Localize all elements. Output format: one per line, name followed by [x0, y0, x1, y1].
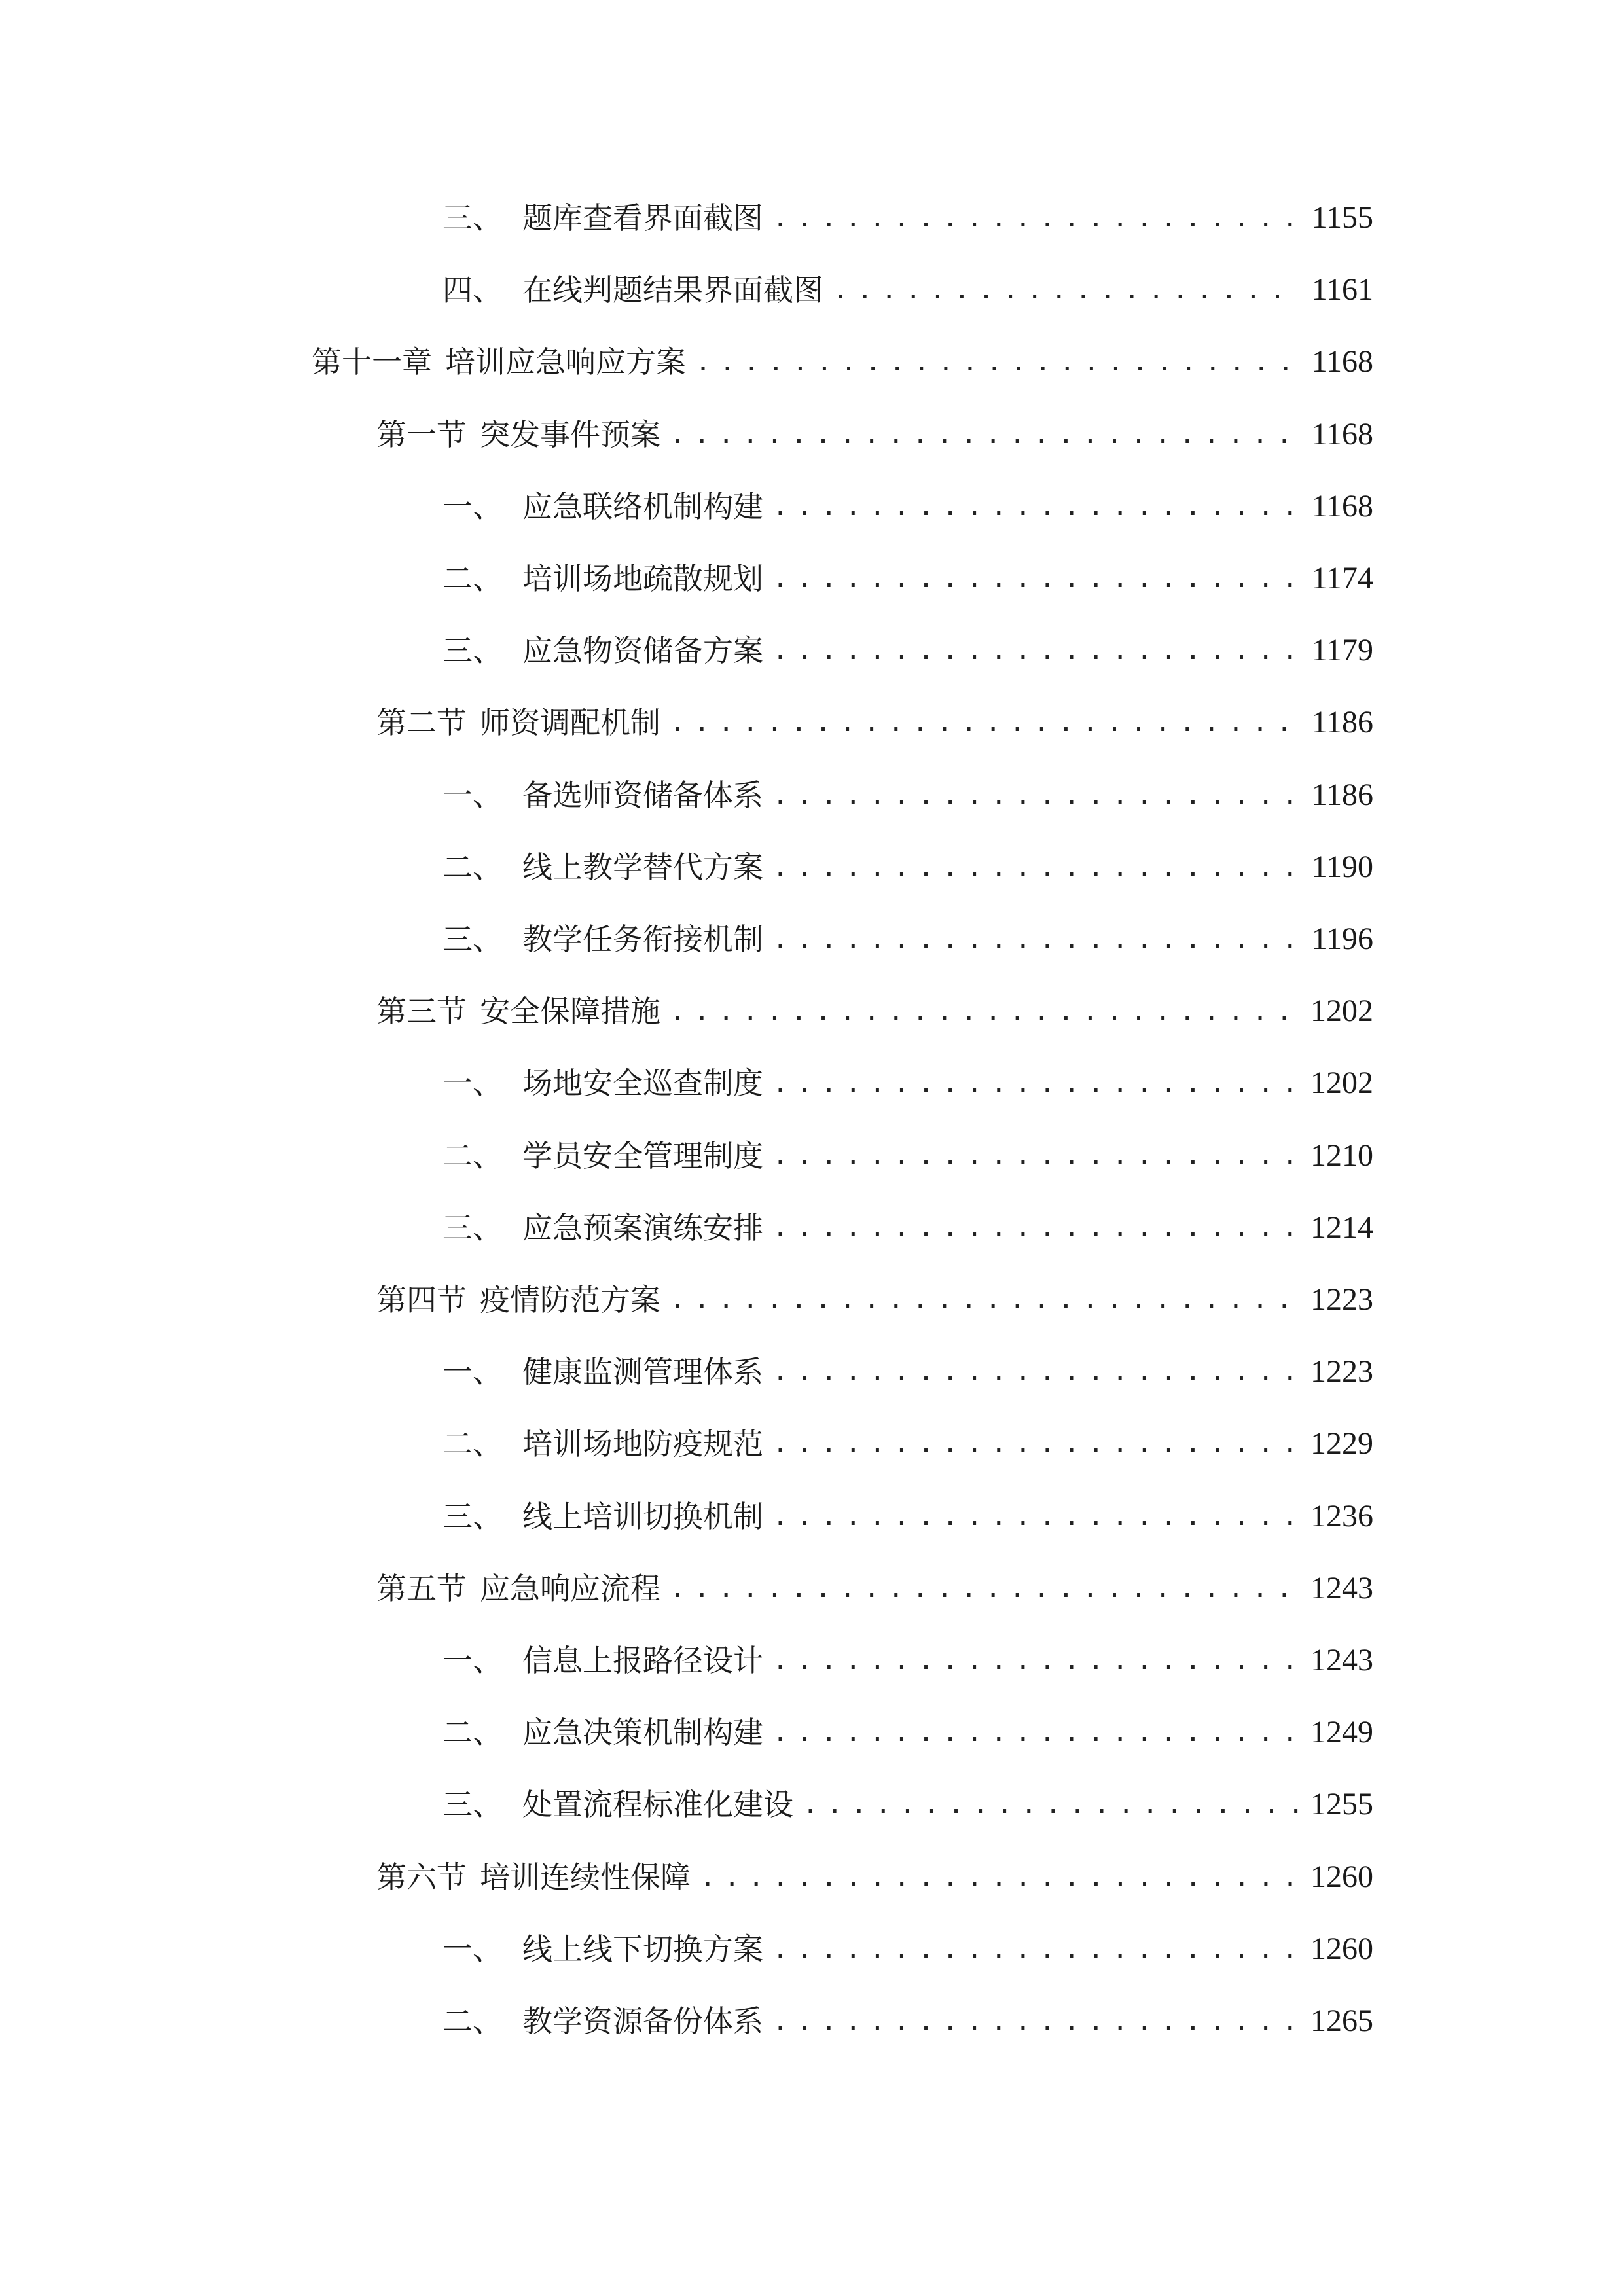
toc-entry[interactable]: [442, 1995, 1373, 2047]
toc-entry[interactable]: [442, 1202, 1373, 1254]
toc-entry-title: 培训场地防疫规范: [522, 1426, 763, 1462]
toc-entry[interactable]: [442, 1057, 1373, 1109]
toc-entry-title: 应急决策机制构建: [522, 1715, 763, 1750]
toc-entry-page-number: 1265: [1310, 2003, 1373, 2038]
toc-entry-number: 三、: [442, 922, 503, 957]
toc-dot-leader: [772, 624, 1300, 677]
toc-entry-page-number: 1190: [1311, 850, 1373, 884]
toc-entry-number: 第四节: [376, 1282, 467, 1318]
toc-entry-title: 线上教学替代方案: [522, 850, 763, 885]
toc-entry-page-number: 1210: [1310, 1138, 1373, 1173]
toc-entry-number: 二、: [442, 1715, 503, 1750]
toc-dot-leader: [670, 985, 1299, 1037]
toc-entry-title: 线上线下切换方案: [522, 1931, 763, 1967]
toc-entry-title: 培训应急响应方案: [445, 344, 686, 380]
toc-entry[interactable]: [442, 913, 1373, 965]
toc-entry-page-number: 1174: [1311, 561, 1373, 596]
toc-entry-title: 教学任务衔接机制: [522, 922, 763, 957]
toc-entry[interactable]: [376, 408, 1373, 461]
toc-entry-title: 教学资源备份体系: [522, 2003, 763, 2039]
toc-entry-page-number: 1196: [1311, 922, 1373, 956]
toc-entry-number: 四、: [442, 272, 503, 308]
toc-entry-number: 第十一章: [312, 344, 432, 380]
toc-entry-number: 第三节: [376, 994, 467, 1029]
toc-entry[interactable]: [442, 264, 1373, 316]
toc-dot-leader: [772, 1418, 1299, 1470]
toc-entry-title: 安全保障措施: [480, 994, 660, 1029]
toc-entry-title: 信息上报路径设计: [522, 1643, 763, 1678]
toc-entry-title: 学员安全管理制度: [522, 1138, 763, 1174]
toc-entry-page-number: 1202: [1310, 994, 1373, 1028]
toc-entry-title: 在线判题结果界面截图: [522, 272, 823, 308]
toc-entry-number: 二、: [442, 850, 503, 885]
toc-entry[interactable]: [442, 1706, 1373, 1759]
toc-dot-leader: [670, 408, 1300, 461]
toc-entry-number: 第二节: [376, 705, 467, 740]
toc-dot-leader: [772, 841, 1300, 893]
toc-entry-page-number: 1214: [1310, 1210, 1373, 1245]
toc-entry[interactable]: [442, 1634, 1373, 1687]
toc-dot-leader: [772, 1346, 1299, 1398]
toc-dot-leader: [772, 1995, 1299, 2047]
toc-entry-page-number: 1243: [1310, 1643, 1373, 1677]
toc-entry-number: 二、: [442, 1138, 503, 1174]
toc-entry-number: 第一节: [376, 417, 467, 452]
toc-entry[interactable]: [442, 841, 1373, 893]
toc-entry-title: 健康监测管理体系: [522, 1354, 763, 1390]
toc-entry-page-number: 1243: [1310, 1571, 1373, 1605]
toc-entry-number: 二、: [442, 2003, 503, 2039]
toc-entry-number: 三、: [442, 633, 503, 668]
toc-dot-leader: [670, 1274, 1299, 1326]
toc-entry-page-number: 1186: [1311, 778, 1373, 812]
toc-entry-page-number: 1179: [1311, 633, 1373, 668]
toc-entry-number: 一、: [442, 1931, 503, 1967]
toc-entry-title: 题库查看界面截图: [522, 200, 763, 236]
toc-entry[interactable]: [376, 696, 1373, 749]
toc-dot-leader: [803, 1778, 1299, 1831]
toc-dot-leader: [670, 1562, 1299, 1615]
toc-entry-page-number: 1161: [1311, 272, 1373, 307]
toc-dot-leader: [700, 1851, 1299, 1903]
toc-entry-title: 应急响应流程: [480, 1571, 660, 1606]
toc-entry-page-number: 1155: [1311, 200, 1373, 235]
toc-dot-leader: [772, 192, 1300, 244]
toc-entry-number: 一、: [442, 778, 503, 813]
toc-entry-title: 培训场地疏散规划: [522, 561, 763, 596]
toc-entry[interactable]: [376, 1562, 1373, 1615]
toc-entry[interactable]: [442, 192, 1373, 244]
toc-entry-page-number: 1229: [1310, 1426, 1373, 1461]
toc-dot-leader: [772, 480, 1300, 533]
toc-entry-title: 备选师资储备体系: [522, 778, 763, 813]
toc-entry[interactable]: [442, 552, 1373, 605]
toc-dot-leader: [772, 1634, 1299, 1687]
toc-entry-page-number: 1223: [1310, 1282, 1373, 1317]
toc-dot-leader: [772, 1202, 1299, 1254]
toc-dot-leader: [772, 1706, 1299, 1759]
toc-dot-leader: [695, 336, 1300, 388]
toc-entry-number: 一、: [442, 1643, 503, 1678]
toc-dot-leader: [772, 1923, 1299, 1975]
toc-dot-leader: [772, 552, 1300, 605]
toc-entry[interactable]: [442, 1130, 1373, 1182]
toc-entry-number: 一、: [442, 1354, 503, 1390]
toc-entry-page-number: 1223: [1310, 1354, 1373, 1389]
toc-entry-page-number: 1186: [1311, 705, 1373, 740]
toc-entry-title: 应急联络机制构建: [522, 489, 763, 524]
toc-entry-page-number: 1168: [1311, 417, 1373, 452]
toc-dot-leader: [772, 769, 1300, 821]
toc-entry-number: 一、: [442, 489, 503, 524]
toc-entry[interactable]: [312, 336, 1373, 388]
toc-entry-page-number: 1236: [1310, 1499, 1373, 1534]
toc-entry-page-number: 1168: [1311, 344, 1373, 379]
toc-entry-page-number: 1260: [1310, 1859, 1373, 1894]
toc-dot-leader: [833, 264, 1300, 316]
toc-entry[interactable]: [376, 1274, 1373, 1326]
toc-entry-title: 线上培训切换机制: [522, 1499, 763, 1534]
toc-entry-title: 突发事件预案: [480, 417, 660, 452]
toc-dot-leader: [772, 1490, 1299, 1543]
toc-entry-title: 应急物资储备方案: [522, 633, 763, 668]
toc-entry-number: 二、: [442, 1426, 503, 1462]
toc-entry-title: 应急预案演练安排: [522, 1210, 763, 1246]
toc-entry[interactable]: [442, 769, 1373, 821]
toc-entry[interactable]: [442, 1490, 1373, 1543]
toc-entry[interactable]: [376, 985, 1373, 1037]
toc-entry-number: 第六节: [376, 1859, 467, 1895]
toc-dot-leader: [772, 1057, 1299, 1109]
toc-entry-number: 二、: [442, 561, 503, 596]
toc-entry-title: 处置流程标准化建设: [522, 1787, 793, 1822]
toc-entry-number: 三、: [442, 1499, 503, 1534]
toc-entry-page-number: 1202: [1310, 1066, 1373, 1100]
toc-entry-number: 三、: [442, 200, 503, 236]
toc-entry-page-number: 1168: [1311, 489, 1373, 524]
toc-dot-leader: [670, 696, 1300, 749]
toc-entry[interactable]: [442, 1418, 1373, 1470]
toc-entry-title: 师资调配机制: [480, 705, 660, 740]
toc-entry[interactable]: [442, 1346, 1373, 1398]
toc-entry[interactable]: [442, 624, 1373, 677]
toc-entry-title: 培训连续性保障: [480, 1859, 691, 1895]
toc-entry-number: 一、: [442, 1066, 503, 1101]
toc-entry-page-number: 1260: [1310, 1931, 1373, 1966]
toc-entry[interactable]: [442, 1778, 1373, 1831]
toc-entry-page-number: 1249: [1310, 1715, 1373, 1749]
toc-entry[interactable]: [442, 480, 1373, 533]
toc-entry-title: 疫情防范方案: [480, 1282, 660, 1318]
toc-entry-number: 三、: [442, 1787, 503, 1822]
toc-entry-number: 第五节: [376, 1571, 467, 1606]
toc-entry-page-number: 1255: [1310, 1787, 1373, 1821]
toc-entry[interactable]: [442, 1923, 1373, 1975]
toc-entry-title: 场地安全巡查制度: [522, 1066, 763, 1101]
toc-dot-leader: [772, 1130, 1299, 1182]
toc-entry-number: 三、: [442, 1210, 503, 1246]
toc-entry[interactable]: [376, 1851, 1373, 1903]
toc-dot-leader: [772, 913, 1300, 965]
